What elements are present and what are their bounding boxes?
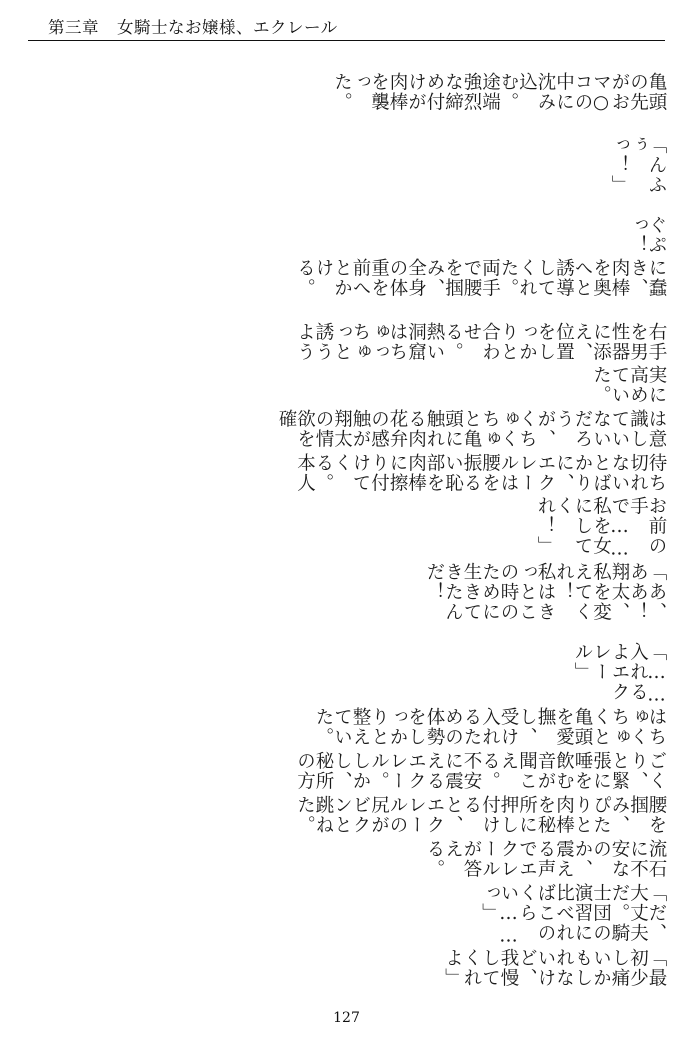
header-divider (28, 40, 665, 41)
text-column: 「最初少し痛いかもしれないけど、我慢してくれよ」 (442, 948, 667, 989)
chapter-number: 第三章 (48, 18, 99, 37)
text-column: は意識していないだろうが、くちゅくちゅと亀頭に触れる肉花弁の感触が翔太の情欲を確 (276, 408, 667, 449)
text-column: 「あ、ああ！ 翔太、私を変えてくれ！ 私はきっとこの時のために生きてきたんだ！ (424, 561, 667, 643)
chapter-title: 女騎士なお嬢様、エクレール (117, 18, 338, 37)
text-column: はちゅくちゅくと亀頭を愛撫し、受け入れるための体勢をしっかりと整えていた。 (313, 707, 667, 748)
text-column: 腰を掴み、ぴたりと肉棒を秘所に押し付けると、エクレールの尻がビクンと跳ねた。 (294, 795, 667, 836)
text-column: 待ち切れないとばかりに、エクレールは腰を振るい恥部を肉棒に擦り付けてくる。本人 (294, 452, 667, 493)
text-column: 「んふぅっ！」 (609, 134, 667, 196)
text-column: お前の手で……私を女にしてくれ！」 (535, 496, 667, 562)
chapter-header (48, 14, 645, 42)
text-column: 実に高めていた。 (590, 364, 667, 406)
text-column: ぐぷっ！ (627, 215, 667, 256)
text-column: 「……入れるよエクレール」 (572, 642, 667, 708)
text-column: 「だ、大丈夫だ。騎士団の演習に比べればこのくらい……っ」 (479, 882, 667, 949)
text-column: 亀頭の先がおマ○コの中に沈み込む。途端強烈な締め付けが肉棒を襲った。 (331, 71, 667, 115)
text-column: ごくり、と緊張に唾を飲む音が聞こえる。不安に震えるエクレール。しかし、秘所の方 (294, 751, 667, 792)
text-column: 右手を男性器に添え、位置をしっかりと合わせる。熱い洞窟はちゅっちゅっと誘うよう (294, 321, 667, 363)
page-number: 127 (333, 1010, 360, 1026)
text-column: 流石に不安なのか、震える声でエクレールが答える。 (424, 838, 667, 880)
body-text-area (30, 52, 665, 992)
text-column: に蠢き、肉棒を奥へと誘導してくれた。両手で腰を掴み、全身の体重を前へとかける。 (294, 258, 667, 299)
